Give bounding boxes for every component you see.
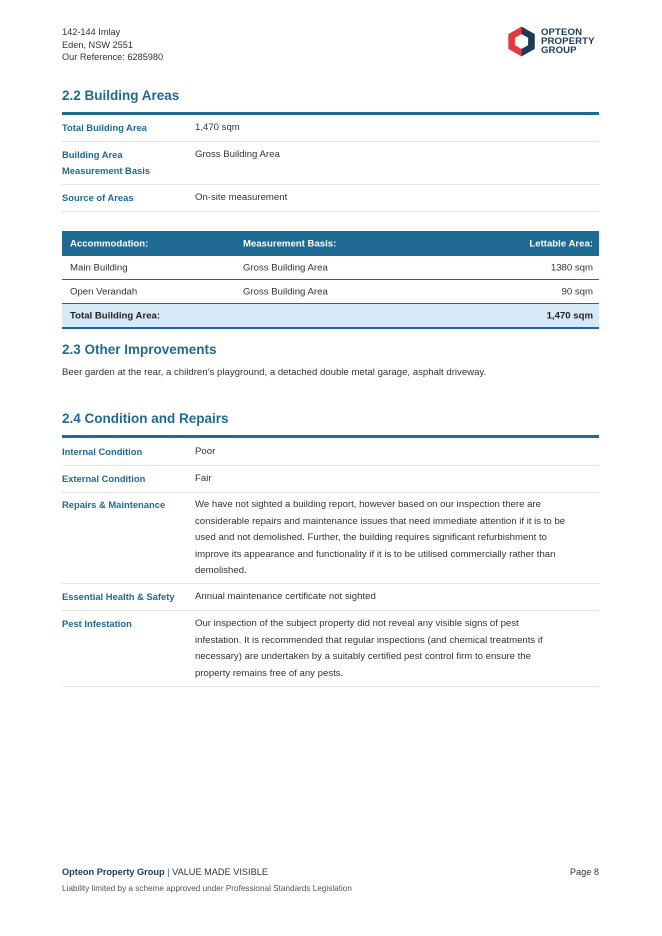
footer-separator: | [167, 867, 170, 877]
text-line: We have not sighted a building report, however based on our inspection there are [195, 499, 541, 510]
kv-key: Essential Health & Safety [62, 591, 175, 602]
footer-tagline: VALUE MADE VISIBLE [172, 867, 268, 877]
kv-key: External Condition [62, 473, 146, 484]
table-row [62, 256, 599, 280]
kv-key: Total Building Area [62, 122, 147, 133]
section-title-building-areas: 2.2 Building Areas [62, 88, 180, 103]
text-line: property remains free of any pests. [195, 667, 344, 679]
kv-key-line: Building Area [62, 149, 123, 160]
kv-value: Fair [195, 473, 212, 484]
kv-key: Internal Condition [62, 446, 143, 457]
accommodation-table [62, 231, 599, 329]
kv-value: 1,470 sqm [195, 122, 240, 133]
column-header: Accommodation: [70, 238, 149, 249]
kv-key: Repairs & Maintenance [62, 499, 166, 510]
kv-row-source-of-areas [62, 190, 599, 212]
table-row [62, 280, 599, 304]
header-address [62, 26, 163, 64]
kv-row-internal-condition [62, 444, 599, 466]
section-rule [62, 112, 599, 115]
kv-value: On-site measurement [195, 192, 288, 203]
opteon-hexagon-icon [505, 25, 538, 58]
text-line: Our inspection of the subject property did not reveal any visible signs of pest [195, 618, 519, 629]
opteon-logo [505, 25, 595, 58]
address-line-2: Eden, NSW 2551 [62, 39, 133, 50]
kv-key: Source of Areas [62, 192, 134, 203]
kv-value: Gross Building Area [195, 149, 280, 160]
kv-key [62, 147, 187, 179]
kv-value [195, 616, 599, 682]
text-line: used and not demolished. Further, the building requires significant refurbishment to [195, 532, 547, 543]
kv-row-essential-health-safety [62, 589, 599, 611]
kv-row-pest-infestation [62, 616, 599, 687]
text-line: demolished. [195, 565, 247, 576]
kv-row-repairs-maintenance [62, 497, 599, 584]
kv-row-measurement-basis [62, 147, 599, 185]
column-header: Lettable Area: [529, 238, 593, 249]
kv-key: Pest Infestation [62, 618, 132, 629]
total-label: Total Building Area: [70, 310, 161, 321]
total-value: 1,470 sqm [546, 310, 593, 321]
kv-row-total-building-area [62, 120, 599, 142]
reference-number: Our Reference: 6285980 [62, 52, 164, 62]
kv-value: Annual maintenance certificate not sighted [195, 591, 376, 602]
text-line: considerable repairs and maintenance issues that need immediate attention if it is to be [195, 515, 566, 527]
other-improvements-text: Beer garden at the rear, a children’s playground, a detached double metal garage, asphalt driveway. [62, 367, 487, 378]
table-cell: 1380 sqm [550, 262, 593, 273]
section-rule [62, 435, 599, 438]
kv-key-line: Measurement Basis [62, 165, 151, 176]
section-title-other-improvements: 2.3 Other Improvements [62, 342, 217, 357]
table-cell: Main Building [70, 262, 128, 273]
table-total-row [62, 304, 599, 329]
logo-word-3: GROUP [541, 45, 577, 56]
logo-word-1: OPTEON [541, 27, 583, 38]
table-header-row [62, 231, 599, 256]
table-cell: Open Verandah [70, 286, 138, 297]
page-number: Page 8 [569, 867, 599, 877]
kv-row-external-condition [62, 471, 599, 493]
logo-word-2: PROPERTY [541, 36, 595, 47]
footer-brand-line [62, 867, 268, 877]
address-line-1: 142-144 Imlay [62, 27, 121, 37]
text-line: improve its appearance and functionality if it is to be utilised commercially rather than [195, 548, 556, 560]
table-cell: Gross Building Area [243, 262, 328, 273]
column-header: Measurement Basis: [243, 238, 337, 249]
text-line: necessary) are undertaken by a suitably certified pest control firm to ensure the [195, 651, 531, 662]
kv-value [195, 497, 599, 580]
logo-text [541, 28, 595, 55]
table-cell: 90 sqm [561, 286, 593, 297]
text-line: infestation. It is recommended that regular inspections (and chemical treatments if [195, 634, 543, 646]
section-title-condition: 2.4 Condition and Repairs [62, 411, 229, 426]
liability-note: Liability limited by a scheme approved under Professional Standards Legislation [62, 884, 352, 893]
footer-company: Opteon Property Group [62, 867, 165, 877]
kv-value: Poor [195, 446, 216, 457]
table-cell: Gross Building Area [243, 286, 328, 297]
